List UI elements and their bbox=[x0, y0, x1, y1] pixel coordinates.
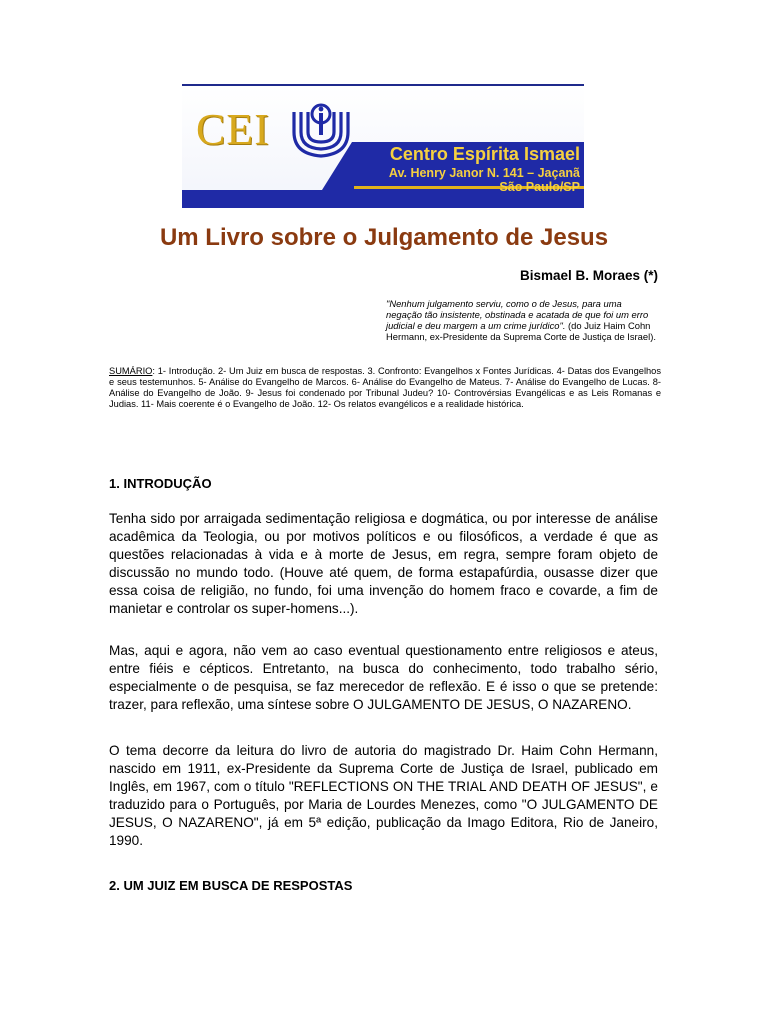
section-heading-introduction: 1. INTRODUÇÃO bbox=[109, 476, 212, 491]
section-heading-judge: 2. UM JUIZ EM BUSCA DE RESPOSTAS bbox=[109, 878, 353, 893]
epigraph bbox=[386, 298, 660, 342]
document-title: Um Livro sobre o Julgamento de Jesus bbox=[159, 224, 609, 251]
cei-emblem-icon bbox=[286, 92, 356, 162]
organization-name: Centro Espírita Ismael bbox=[389, 144, 580, 164]
summary-text: : 1- Introdução. 2- Um Juiz em busca de respostas. 3. Confronto: Evangelhos x Fontes Jurídicas. 4- Datas dos Evangelhos e seus testemunhos. 5- Análise do Evangelho de Marcos. 6- Análise do Evangelho de Mateus. 7- Análise do Evangelho de Lucas. 8- Análise do Evangelho de João. 9- Jesus foi condenado por Tribunal Judeu? 10- Controvérsias Evangélicas e as Leis Romanas e Judias. 11- Mais coerente é o Evangelho de João. 12- Os relatos evangélicos e a realidade histórica. bbox=[109, 366, 661, 409]
summary bbox=[109, 366, 661, 410]
organization-city: São Paulo/SP bbox=[499, 180, 580, 194]
paragraph: O tema decorre da leitura do livro de autoria do magistrado Dr. Haim Cohn Hermann, nascido em 1911, ex-Presidente da Suprema Corte de Justiça de Israel, publicado em Inglês, em 1967, com o título "REFLECTIONS ON THE TRIAL AND DEATH OF JESUS", e traduzido para o Português, por Maria de Lourdes Menezes, como "O JULGAMENTO DE JESUS, O NAZARENO", já em 5ª edição, publicação da Imago Editora, Rio de Janeiro, 1990. bbox=[109, 743, 658, 848]
epigraph-quote: "Nenhum julgamento serviu, como o de Jesus, para uma negação tão insistente, obstinada e acatada de que foi um erro judicial e deu margem a um crime jurídico". bbox=[386, 298, 649, 331]
document-author: Bismael B. Moraes (*) bbox=[519, 268, 658, 283]
paragraph: Mas, aqui e agora, não vem ao caso eventual questionamento entre religiosos e ateus, entre fiéis e cépticos. Entretanto, na busca do conhecimento, todo trabalho sério, especialmente o de pesquisa, se faz merecedor de reflexão. E é isso o que se pretende: trazer, para reflexão, uma síntese sobre O JULGAMENTO DE JESUS, O NAZARENO. bbox=[109, 643, 658, 712]
summary-label: SUMÁRIO bbox=[109, 366, 153, 376]
paragraph: Tenha sido por arraigada sedimentação religiosa e dogmática, ou por interesse de análise acadêmica da Teologia, ou por motivos políticos e ou filosóficos, a verdade é que as questões relacionadas à vida e à morte de Jesus, em regra, sempre foram objeto de discussão no mundo todo. (Houve até quem, de forma estapafúrdia, ousasse dizer que essa coisa de religião, no fundo, foi uma invenção do homem fraco e covarde, a fim de manietar e controlar os super-homens...). bbox=[109, 511, 658, 616]
organization-address: Av. Henry Janor N. 141 – Jaçanã bbox=[388, 166, 580, 180]
header-banner bbox=[182, 84, 584, 208]
epigraph-attribution: (do Juiz Haim Cohn Hermann, ex-Presidente da Suprema Corte de Justiça de Israel). bbox=[386, 320, 656, 342]
cei-logo-text: CEI bbox=[196, 105, 270, 154]
